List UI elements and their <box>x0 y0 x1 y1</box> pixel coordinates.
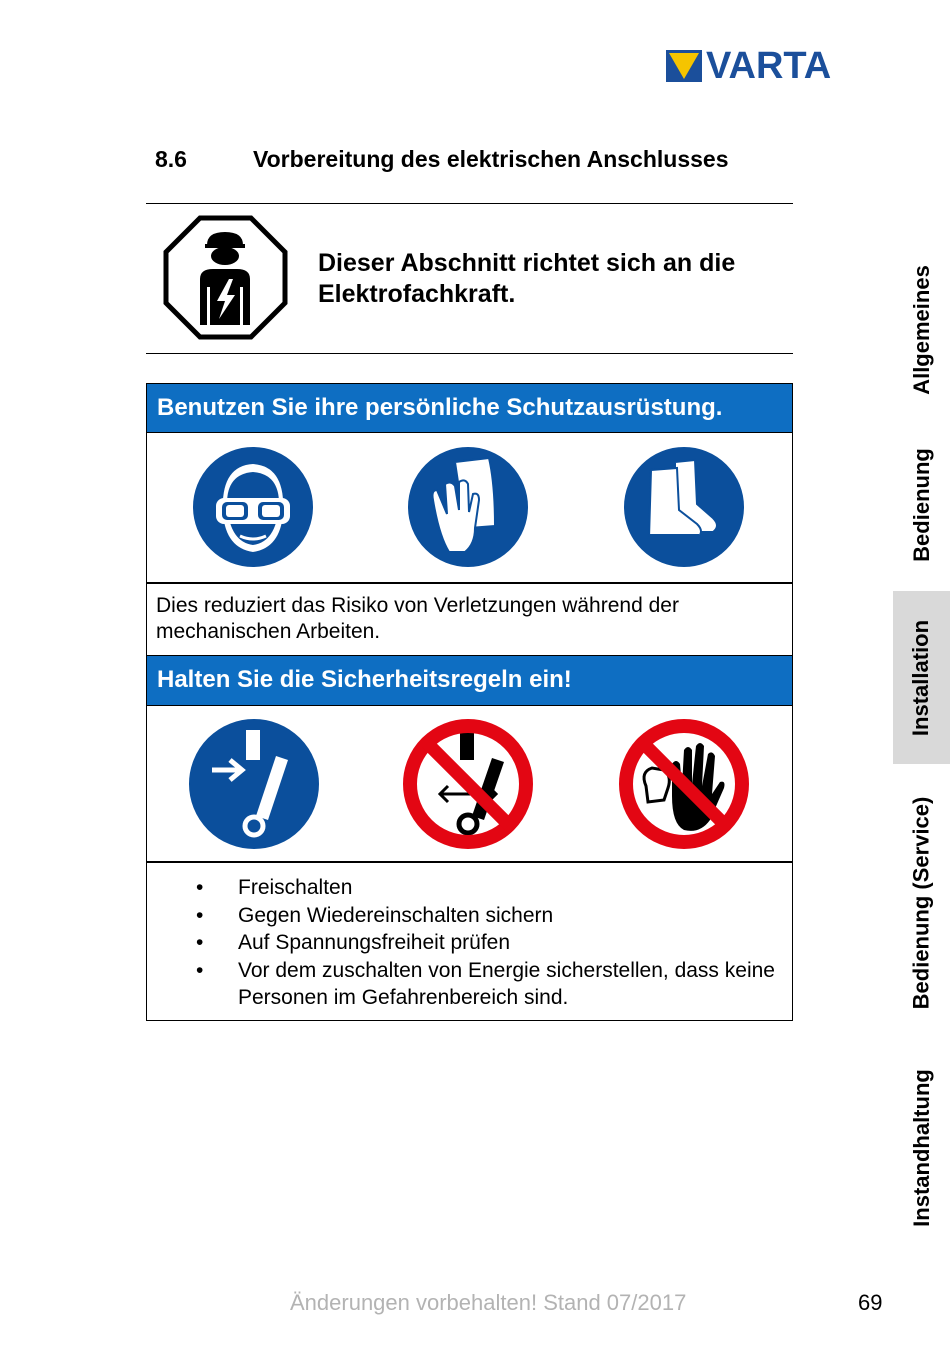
side-tab-bedienung[interactable] <box>893 425 950 585</box>
list-item <box>196 902 776 930</box>
disconnect-before-work-icon <box>186 716 322 852</box>
section-title: Vorbereitung des elektrischen Anschlusses <box>253 146 729 172</box>
no-access-unauthorized-icon <box>616 716 752 852</box>
side-tab-instandhaltung[interactable] <box>893 1055 950 1240</box>
side-tab-installation[interactable] <box>893 591 950 764</box>
audience-note: Dieser Abschnitt richtet sich an die Elektrofachkraft. <box>318 249 736 308</box>
side-tab-label: Installation <box>908 619 934 736</box>
list-item <box>196 874 776 902</box>
side-tab-label: Allgemeines <box>908 265 934 395</box>
safety-boots-icon <box>621 444 747 570</box>
bullet-icon: • <box>196 931 204 954</box>
varta-logo <box>666 45 876 87</box>
varta-logo-text: VARTA <box>706 45 832 87</box>
do-not-switch-icon <box>400 716 536 852</box>
bullet-icon: • <box>196 903 204 927</box>
ppe-note: Dies reduziert das Risiko von Verletzungen während der mechanischen Arbeiten. <box>156 594 679 643</box>
safety-rules-list <box>196 874 776 1012</box>
list-item-text: Auf Spannungsfreiheit prüfen <box>238 931 511 954</box>
varta-logo-mark-icon <box>666 50 702 82</box>
electrician-icon <box>163 215 288 340</box>
list-item <box>196 957 776 1012</box>
side-tab-label: Bedienung (Service) <box>908 796 934 1009</box>
side-tab-label: Instandhaltung <box>908 1068 934 1227</box>
protective-gloves-icon <box>405 444 531 570</box>
section-number: 8.6 <box>155 146 187 172</box>
footer-note: Änderungen vorbehalten! Stand 07/2017 <box>290 1290 687 1315</box>
ppe-heading: Benutzen Sie ihre persönliche Schutzausrüstung. <box>146 383 793 433</box>
page-number: 69 <box>858 1290 883 1315</box>
list-item-text: Gegen Wiedereinschalten sichern <box>238 903 554 927</box>
list-item <box>196 929 776 957</box>
side-tab-bedienung-service[interactable] <box>893 780 950 1025</box>
list-item-text: Freischalten <box>238 876 353 899</box>
list-item-text: Vor dem zuschalten von Energie sicherstellen, dass keine Personen im Gefahrenbereich sind. <box>238 958 775 1009</box>
side-tab-allgemeines[interactable] <box>893 245 950 415</box>
bullet-icon: • <box>196 958 204 982</box>
divider-bottom <box>146 353 793 354</box>
bullet-icon: • <box>196 876 204 899</box>
safety-rules-heading: Halten Sie die Sicherheitsregeln ein! <box>146 655 793 706</box>
side-tab-label: Bedienung <box>908 448 934 562</box>
safety-goggles-icon <box>190 444 316 570</box>
divider-top <box>146 203 793 204</box>
